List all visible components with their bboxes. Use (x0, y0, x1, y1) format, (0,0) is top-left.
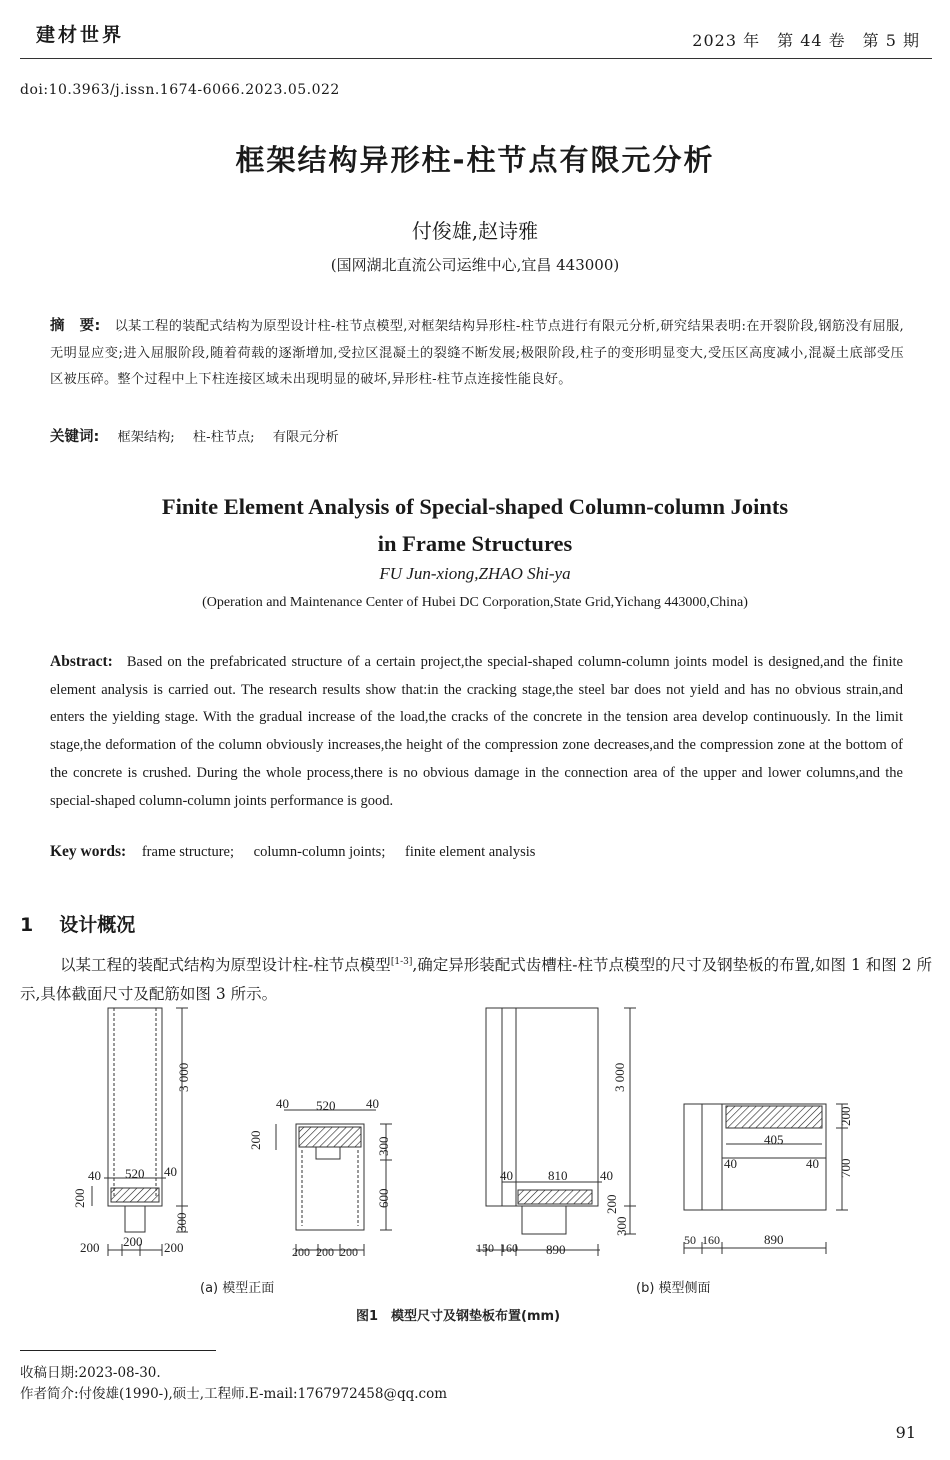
front-view-a-labels (72, 1063, 191, 1255)
steel-plate (299, 1127, 361, 1147)
side-view-b (476, 1008, 636, 1256)
dim-label: 405 (764, 1132, 784, 1147)
dim-label: 150 (476, 1241, 494, 1255)
header-rule (20, 58, 932, 59)
steel-plate (726, 1106, 822, 1128)
title-en (0, 488, 950, 562)
keyword-en: frame structure; (141, 844, 235, 860)
dim-label: 40 (724, 1156, 737, 1171)
section-number: 1 (20, 914, 34, 936)
dim-label: 40 (276, 1096, 289, 1111)
section-view-a (276, 1110, 392, 1256)
dim-label: 200 (838, 1106, 853, 1126)
dim-label: 200 (292, 1245, 310, 1259)
issue-info: 2023 年 第 44 卷 第 5 期 (692, 31, 920, 50)
section-heading (20, 910, 135, 937)
abstract-cn-label: 摘 要: (50, 318, 101, 334)
dim-label: 300 (614, 1216, 629, 1236)
section-title: 设计概况 (59, 914, 136, 936)
dim-label: 520 (316, 1098, 336, 1113)
doi: doi:10.3963/j.issn.1674-6066.2023.05.022 (20, 82, 340, 98)
dim-label: 200 (604, 1194, 619, 1214)
dim-label: 520 (125, 1166, 145, 1181)
keyword-cn: 框架结构; (117, 430, 175, 445)
dim-label: 300 (376, 1136, 391, 1156)
steel-plate (111, 1188, 159, 1202)
figure-captions (200, 1280, 711, 1324)
footnote-received: 收稿日期:2023-08-30. (20, 1365, 161, 1381)
dim-label: 160 (500, 1241, 518, 1255)
dim-label: 890 (764, 1232, 784, 1247)
title-en-line2: in Frame Structures (377, 531, 573, 556)
dim-label: 200 (72, 1188, 87, 1208)
keywords-cn-label: 关键词: (50, 429, 100, 445)
title-en-line1: Finite Element Analysis of Special-shaped Column-column Joints (161, 494, 789, 519)
page-number: 91 (895, 1423, 916, 1442)
body-text-part1: 以某工程的装配式结构为原型设计柱-柱节点模型 (60, 956, 391, 975)
journal-name: 建材世界 (36, 24, 125, 46)
dim-label: 50 (684, 1233, 696, 1247)
base-stub (125, 1206, 145, 1232)
body-text-part2: ,确定异形装配式齿槽柱-柱节点模型的尺寸及钢垫板的布置,如图 1 和图 2 所示,具体截面尺寸及配筋如图 3 所示。 (20, 956, 932, 1004)
abstract-en-label: Abstract: (50, 653, 113, 670)
title-cn: 框架结构异形柱-柱节点有限元分析 (235, 143, 715, 177)
dim-label: 200 (164, 1240, 184, 1255)
base-stub (522, 1206, 566, 1234)
dim-label: 200 (248, 1130, 263, 1150)
dim-label: 3 000 (176, 1062, 191, 1092)
keyword-en: finite element analysis (404, 844, 536, 860)
affiliation-cn: (国网湖北直流公司运维中心,宜昌 443000) (330, 256, 620, 274)
keywords-en (50, 843, 551, 861)
citation: [1-3] (390, 957, 413, 967)
notch (316, 1147, 340, 1159)
dim-label: 810 (548, 1168, 568, 1183)
dim-label: 200 (340, 1245, 358, 1259)
dim-label: 40 (164, 1164, 177, 1179)
dim-label: 700 (838, 1158, 853, 1178)
abstract-en-text: Based on the prefabricated structure of a certain project,the special-shaped column-column joints model is designed,and the finite element analysis is carried out. The research results show that:in the cracking stage,the steel bar does not yield and has no obvious strain,and enters the yielding stage. With the gradual increase of the load,the cracks of the concrete in the tension area develop continuously. In the limit stage,the deformation of the column obviously increases,the height of the compression zone decreases,and the compression zone at the bottom of the concrete is crushed. During the whole process,there is no obvious damage in the connection area of the upper and lower columns,and the special-shaped column-column joints performance is good. (50, 654, 903, 809)
subcaption-a: (a) 模型正面 (200, 1281, 275, 1296)
dim-label: 40 (88, 1168, 101, 1183)
keywords-cn (50, 425, 353, 446)
dim-label: 300 (174, 1212, 189, 1232)
abstract-en (50, 648, 903, 815)
abstract-cn-text: 以某工程的装配式结构为原型设计柱-柱节点模型,对框架结构异形柱-柱节点进行有限元分析,研究结果表明:在开裂阶段,钢筋没有屈服,无明显应变;进入屈服阶段,随着荷载的逐渐增加,受拉区混凝土的裂缝不断发展;极限阶段,柱子的变形明显变大,受压区高度减小,混凝土底部受压区被压碎。整个过程中上下柱连接区域未出现明显的破坏,异形柱-柱节点连接性能良好。 (50, 319, 904, 387)
dim-label: 890 (546, 1242, 566, 1257)
footnote-author-bio: 作者简介:付俊雄(1990-),硕士,工程师.E-mail:1767972458@qq.com (20, 1386, 448, 1402)
dim-label: 200 (123, 1234, 143, 1249)
figure-1 (70, 1000, 890, 1330)
keyword-en: column-column joints; (253, 844, 386, 860)
section-view-a-labels (248, 1096, 391, 1259)
side-view-b-labels (476, 1063, 629, 1257)
keyword-cn: 有限元分析 (272, 430, 339, 445)
dim-label: 40 (806, 1156, 819, 1171)
abstract-cn (50, 313, 904, 394)
dim-label: 160 (702, 1233, 720, 1247)
keyword-cn: 柱-柱节点; (192, 430, 255, 445)
subcaption-b: (b) 模型侧面 (636, 1281, 711, 1296)
dim-label: 3 000 (612, 1062, 627, 1092)
keywords-en-label: Key words: (50, 843, 127, 860)
dim-label: 600 (376, 1188, 391, 1208)
steel-plate (518, 1190, 592, 1204)
figure-caption: 图1 模型尺寸及钢垫板布置(mm) (356, 1309, 561, 1324)
dim-label: 40 (600, 1168, 613, 1183)
authors-cn: 付俊雄,赵诗雅 (411, 219, 539, 243)
dim-label: 200 (316, 1245, 334, 1259)
affiliation-en: (Operation and Maintenance Center of Hubei DC Corporation,State Grid,Yichang 443000,China) (202, 595, 748, 610)
dim-label: 40 (500, 1168, 513, 1183)
authors-en: FU Jun-xiong,ZHAO Shi-ya (379, 564, 571, 583)
dim-label: 40 (366, 1096, 379, 1111)
dim-label: 200 (80, 1240, 100, 1255)
footnote-rule (20, 1350, 216, 1351)
